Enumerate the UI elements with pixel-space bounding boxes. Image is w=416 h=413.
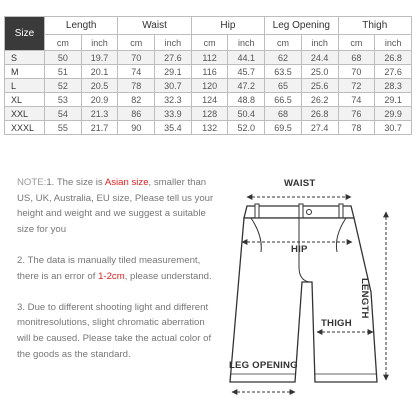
measurement-cell: 86 xyxy=(118,107,155,121)
measurement-cell: 26.2 xyxy=(301,93,338,107)
measurement-cell: 124 xyxy=(191,93,228,107)
unit-label: inch xyxy=(81,35,118,51)
measurement-cell: 74 xyxy=(338,93,375,107)
measurement-cell: 26.8 xyxy=(375,51,412,65)
length-header: Length xyxy=(45,17,118,35)
measurement-cell: 45.7 xyxy=(228,65,265,79)
size-notes xyxy=(17,175,217,378)
unit-header-row xyxy=(5,35,412,51)
note-2-text-cont: , please understand. xyxy=(124,270,212,282)
asian-size-highlight: Asian size xyxy=(104,177,149,188)
measurement-cell: 54 xyxy=(45,107,82,121)
group-header-row xyxy=(5,17,412,35)
measurement-cell: 78 xyxy=(118,79,155,93)
leg-opening-header: Leg Opening xyxy=(265,17,338,35)
note-2-text: 2. The data is manually tiled measurement, there is an error of xyxy=(17,254,201,282)
measurement-cell: 29.9 xyxy=(375,107,412,121)
table-row xyxy=(5,79,412,93)
measurement-cell: 27.4 xyxy=(301,121,338,135)
table-row xyxy=(5,121,412,135)
shorts-measurement-diagram xyxy=(219,172,416,413)
measurement-cell: 29.1 xyxy=(375,93,412,107)
measurement-cell: 74 xyxy=(118,65,155,79)
measurement-cell: 78 xyxy=(338,121,375,135)
measurement-cell: 70 xyxy=(118,51,155,65)
hip-header: Hip xyxy=(191,17,264,35)
measurement-cell: 44.1 xyxy=(228,51,265,65)
measurement-cell: 69.5 xyxy=(265,121,302,135)
waist-label: WAIST xyxy=(284,178,316,189)
unit-label: inch xyxy=(375,35,412,51)
measurement-cell: 27.6 xyxy=(155,51,192,65)
measurement-cell: 52.0 xyxy=(228,121,265,135)
unit-label: inch xyxy=(228,35,265,51)
measurement-cell: 50 xyxy=(45,51,82,65)
unit-label: inch xyxy=(301,35,338,51)
measurement-cell: 28.3 xyxy=(375,79,412,93)
measurement-cell: 30.7 xyxy=(375,121,412,135)
table-row xyxy=(5,65,412,79)
size-cell: M xyxy=(5,65,45,79)
measurement-cell: 25.0 xyxy=(301,65,338,79)
measurement-cell: 66.5 xyxy=(265,93,302,107)
unit-label: cm xyxy=(191,35,228,51)
measurement-cell: 132 xyxy=(191,121,228,135)
measurement-cell: 68 xyxy=(338,51,375,65)
measurement-cell: 35.4 xyxy=(155,121,192,135)
measurement-cell: 21.3 xyxy=(81,107,118,121)
unit-label: cm xyxy=(45,35,82,51)
measurement-cell: 120 xyxy=(191,79,228,93)
measurement-cell: 70 xyxy=(338,65,375,79)
note-1-text: 1. The size is xyxy=(46,177,105,188)
size-cell: L xyxy=(5,79,45,93)
note-3 xyxy=(17,300,217,362)
thigh-header: Thigh xyxy=(338,17,412,35)
measurement-cell: 20.5 xyxy=(81,79,118,93)
measurement-cell: 112 xyxy=(191,51,228,65)
size-cell: XXL xyxy=(5,107,45,121)
measurement-cell: 29.1 xyxy=(155,65,192,79)
measurement-cell: 53 xyxy=(45,93,82,107)
measurement-cell: 72 xyxy=(338,79,375,93)
measurement-cell: 32.3 xyxy=(155,93,192,107)
length-label: LENGTH xyxy=(359,278,370,319)
measurement-cell: 48.8 xyxy=(228,93,265,107)
measurement-cell: 65 xyxy=(265,79,302,93)
error-range-highlight: 1-2cm xyxy=(98,270,125,282)
measurement-cell: 20.9 xyxy=(81,93,118,107)
leg-opening-label: LEG OPENING xyxy=(229,360,298,371)
hip-label: HIP xyxy=(291,244,308,255)
note-3-text: 3. Due to different shooting light and different monitresolutions, slight chromatic aberration will be caused. Please take the actual color of the goods as the standard. xyxy=(17,301,212,360)
measurement-cell: 24.4 xyxy=(301,51,338,65)
measurement-cell: 128 xyxy=(191,107,228,121)
unit-label: inch xyxy=(155,35,192,51)
size-cell: XL xyxy=(5,93,45,107)
measurement-cell: 68 xyxy=(265,107,302,121)
size-cell: XXXL xyxy=(5,121,45,135)
unit-label: cm xyxy=(265,35,302,51)
measurement-cell: 55 xyxy=(45,121,82,135)
measurement-cell: 25.6 xyxy=(301,79,338,93)
measurement-cell: 33.9 xyxy=(155,107,192,121)
size-chart-table xyxy=(4,16,412,135)
measurement-cell: 19.7 xyxy=(81,51,118,65)
measurement-cell: 30.7 xyxy=(155,79,192,93)
note-lead: NOTE: xyxy=(17,177,47,188)
table-row xyxy=(5,107,412,121)
shorts-outline-icon xyxy=(219,172,416,413)
measurement-cell: 50.4 xyxy=(228,107,265,121)
measurement-cell: 20.1 xyxy=(81,65,118,79)
measurement-cell: 21.7 xyxy=(81,121,118,135)
note-1 xyxy=(17,175,217,237)
measurement-cell: 52 xyxy=(45,79,82,93)
measurement-cell: 27.6 xyxy=(375,65,412,79)
measurement-cell: 62 xyxy=(265,51,302,65)
thigh-label: THIGH xyxy=(321,318,352,329)
unit-label: cm xyxy=(338,35,375,51)
measurement-cell: 82 xyxy=(118,93,155,107)
table-row xyxy=(5,51,412,65)
measurement-cell: 90 xyxy=(118,121,155,135)
measurement-cell: 26.8 xyxy=(301,107,338,121)
measurement-cell: 76 xyxy=(338,107,375,121)
measurement-cell: 63.5 xyxy=(265,65,302,79)
waist-header: Waist xyxy=(118,17,191,35)
note-2 xyxy=(17,253,217,284)
measurement-cell: 51 xyxy=(45,65,82,79)
measurement-cell: 47.2 xyxy=(228,79,265,93)
table-row xyxy=(5,93,412,107)
size-column-header: Size xyxy=(5,17,45,51)
measurement-cell: 116 xyxy=(191,65,228,79)
size-chart-body xyxy=(5,17,412,135)
unit-label: cm xyxy=(118,35,155,51)
note-1-text-cont: , smaller than US, UK, Australia, EU size, Please tell us your height and weight and we suggest a suitable size for you xyxy=(17,177,214,235)
size-cell: S xyxy=(5,51,45,65)
